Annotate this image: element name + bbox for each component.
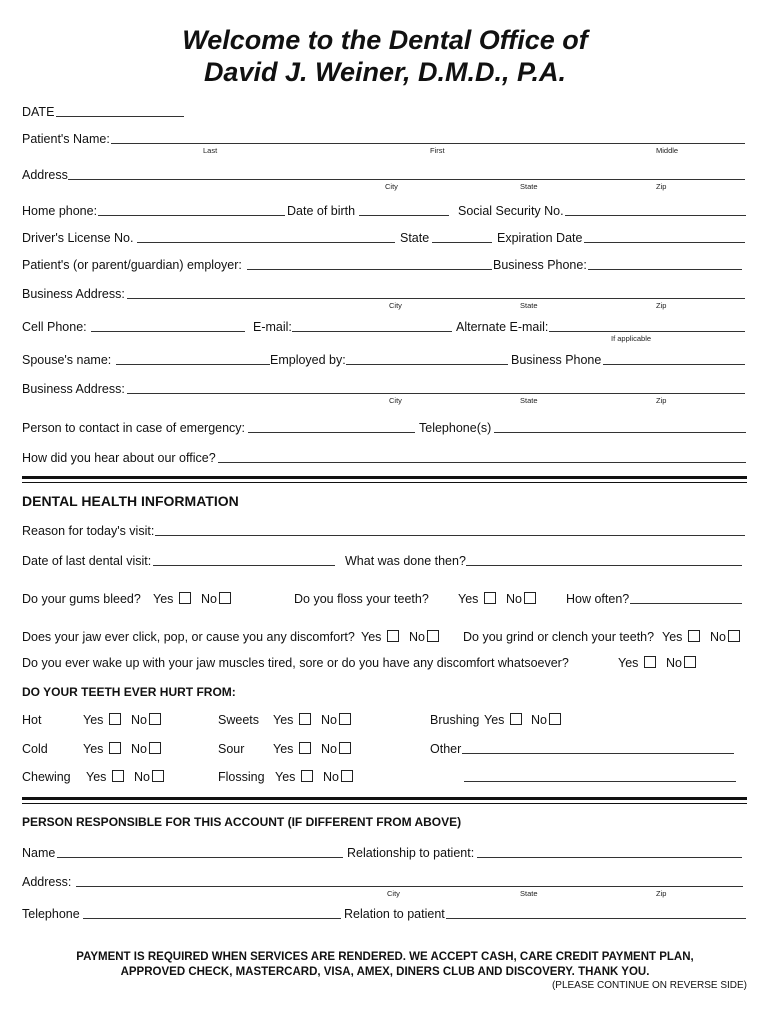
reason-field[interactable]	[155, 535, 745, 536]
telephones-field[interactable]	[494, 432, 746, 433]
wake-no-checkbox[interactable]	[684, 656, 696, 668]
other-field[interactable]	[462, 753, 734, 754]
license-state-field[interactable]	[432, 242, 492, 243]
gums-no-checkbox[interactable]	[219, 592, 231, 604]
continue-reverse-note: (PLEASE CONTINUE ON REVERSE SIDE)	[551, 980, 747, 991]
flossing-no	[323, 769, 355, 785]
hot-label: Hot	[22, 713, 42, 727]
patient-name-row	[22, 131, 747, 155]
what-done-label: What was done then?	[345, 554, 466, 568]
flossing-no-checkbox[interactable]	[341, 770, 353, 782]
gums-floss-row	[22, 591, 747, 607]
jaw-no	[409, 629, 441, 645]
reason-row	[22, 523, 747, 539]
cell-label: Cell Phone:	[22, 320, 87, 334]
hear-label: How did you hear about our office?	[22, 451, 216, 465]
sub-last: Last	[203, 146, 218, 155]
spouse-business-address-row	[22, 381, 747, 405]
sub-city: City	[385, 182, 398, 191]
license-row	[22, 230, 747, 246]
payment-notice-line2: APPROVED CHECK, MASTERCARD, VISA, AMEX, DINERS CLUB AND DISCOVERY. THANK YOU.	[120, 966, 650, 978]
patient-name-field[interactable]	[111, 143, 745, 144]
sweets-label: Sweets	[218, 713, 259, 727]
hot-no	[131, 712, 163, 728]
hot-yes	[83, 712, 123, 728]
sub-zip-2: Zip	[656, 301, 667, 310]
jaw-no-checkbox[interactable]	[427, 630, 439, 642]
employer-label: Patient's (or parent/guardian) employer:	[22, 258, 242, 272]
responsible-telephone-label: Telephone	[22, 907, 80, 921]
address-field[interactable]	[68, 179, 745, 180]
floss-no-label: No	[506, 592, 522, 606]
payment-notice-line1: PAYMENT IS REQUIRED WHEN SERVICES ARE RENDERED. WE ACCEPT CASH, CARE CREDIT PAYMENT PLAN,	[76, 951, 694, 963]
sour-no-label: No	[321, 742, 337, 756]
email-field[interactable]	[292, 331, 452, 332]
spouse-row	[22, 352, 747, 368]
spouse-label: Spouse's name:	[22, 353, 112, 367]
grind-no-label: No	[710, 630, 726, 644]
chewing-no-label: No	[134, 770, 150, 784]
sub-state-2: State	[520, 301, 538, 310]
if-applicable-note: If applicable	[611, 334, 652, 343]
jaw-yes-checkbox[interactable]	[387, 630, 399, 642]
floss-no	[506, 591, 538, 607]
hurt-row-3	[22, 769, 747, 785]
brushing-no-label: No	[531, 713, 547, 727]
sweets-yes	[273, 712, 313, 728]
hot-no-label: No	[131, 713, 147, 727]
responsible-name-label: Name	[22, 846, 56, 860]
floss-yes-checkbox[interactable]	[484, 592, 496, 604]
sweets-no	[321, 712, 353, 728]
cell-field[interactable]	[91, 331, 245, 332]
sour-label: Sour	[218, 742, 245, 756]
gums-yes-label: Yes	[153, 592, 174, 606]
business-address-label: Business Address:	[22, 287, 125, 301]
ssn-field[interactable]	[565, 215, 746, 216]
last-visit-label: Date of last dental visit:	[22, 554, 152, 568]
cold-no-checkbox[interactable]	[149, 742, 161, 754]
floss-label: Do you floss your teeth?	[294, 592, 429, 606]
cold-no-label: No	[131, 742, 147, 756]
responsible-name-field[interactable]	[57, 857, 343, 858]
sub-state-4: State	[520, 889, 538, 898]
flossing-yes-label: Yes	[275, 770, 296, 784]
flossing-no-label: No	[323, 770, 339, 784]
sub-state-3: State	[520, 396, 538, 405]
telephones-label: Telephone(s)	[419, 421, 492, 435]
address-row	[22, 167, 747, 191]
emergency-label: Person to contact in case of emergency:	[22, 421, 246, 435]
relation-label: Relation to patient	[344, 907, 445, 921]
grind-label: Do you grind or clench your teeth?	[463, 630, 655, 644]
spouse-business-phone-field[interactable]	[603, 364, 745, 365]
sweets-no-checkbox[interactable]	[339, 713, 351, 725]
responsible-name-row	[22, 845, 747, 861]
responsible-telephone-row	[22, 906, 747, 922]
alt-email-field[interactable]	[549, 331, 745, 332]
flossing-label: Flossing	[218, 770, 265, 784]
cold-yes	[83, 741, 123, 757]
form-title-line1: Welcome to the Dental Office of	[182, 25, 588, 55]
license-field[interactable]	[137, 242, 395, 243]
responsible-address-field[interactable]	[76, 886, 743, 887]
license-label: Driver's License No.	[22, 231, 134, 245]
home-phone-row	[22, 203, 747, 219]
flossing-yes	[275, 769, 315, 785]
dental-heading: DENTAL HEALTH INFORMATION	[22, 493, 239, 509]
emergency-field[interactable]	[248, 432, 415, 433]
other-field-2[interactable]	[464, 781, 736, 782]
chewing-yes-label: Yes	[86, 770, 107, 784]
date-field[interactable]	[56, 116, 184, 117]
sub-zip: Zip	[656, 182, 667, 191]
grind-yes-label: Yes	[662, 630, 683, 644]
address-label: Address	[22, 168, 68, 182]
brushing-yes-checkbox[interactable]	[510, 713, 522, 725]
grind-yes-checkbox[interactable]	[688, 630, 700, 642]
sub-zip-3: Zip	[656, 396, 667, 405]
wake-yes-checkbox[interactable]	[644, 656, 656, 668]
relationship-field[interactable]	[477, 857, 742, 858]
employed-by-label: Employed by:	[270, 353, 346, 367]
jaw-no-label: No	[409, 630, 425, 644]
how-often-field[interactable]	[630, 603, 742, 604]
spouse-business-phone-label: Business Phone	[511, 353, 602, 367]
responsible-address-row	[22, 874, 747, 898]
floss-no-checkbox[interactable]	[524, 592, 536, 604]
date-row	[22, 104, 747, 120]
spouse-business-address-field[interactable]	[127, 393, 745, 394]
form-title-line2: David J. Weiner, D.M.D., P.A.	[203, 57, 567, 87]
sub-first: First	[430, 146, 445, 155]
brushing-no	[531, 712, 563, 728]
hot-yes-checkbox[interactable]	[109, 713, 121, 725]
relation-field[interactable]	[446, 918, 746, 919]
flossing-yes-checkbox[interactable]	[301, 770, 313, 782]
sour-no-checkbox[interactable]	[339, 742, 351, 754]
brushing-no-checkbox[interactable]	[549, 713, 561, 725]
grind-no-checkbox[interactable]	[728, 630, 740, 642]
cold-label: Cold	[22, 742, 48, 756]
wake-label: Do you ever wake up with your jaw muscles tired, sore or do you have any discomfort whatsoever?	[22, 656, 569, 670]
sour-no	[321, 741, 353, 757]
ssn-label: Social Security No.	[458, 204, 564, 218]
wake-row	[22, 655, 747, 671]
email-label: E-mail:	[253, 320, 292, 334]
cold-yes-checkbox[interactable]	[109, 742, 121, 754]
brushing-label: Brushing	[430, 713, 480, 727]
gums-yes	[153, 591, 193, 607]
other-label: Other	[430, 742, 462, 756]
relationship-label: Relationship to patient:	[347, 846, 475, 860]
spouse-business-address-label: Business Address:	[22, 382, 125, 396]
spouse-field[interactable]	[116, 364, 270, 365]
cell-email-row	[22, 319, 747, 343]
gums-yes-checkbox[interactable]	[179, 592, 191, 604]
expiration-label: Expiration Date	[497, 231, 583, 245]
how-often-label: How often?	[566, 592, 630, 606]
employer-row	[22, 257, 747, 273]
wake-no-label: No	[666, 656, 682, 670]
patient-name-label: Patient's Name:	[22, 132, 110, 146]
hear-row	[22, 450, 747, 466]
sub-city-4: City	[387, 889, 400, 898]
jaw-yes	[361, 629, 401, 645]
gums-no-label: No	[201, 592, 217, 606]
reason-label: Reason for today's visit:	[22, 524, 155, 538]
wake-yes	[618, 655, 658, 671]
date-label: DATE	[22, 105, 55, 119]
sour-yes-label: Yes	[273, 742, 294, 756]
sub-city-2: City	[389, 301, 402, 310]
section-divider	[22, 476, 747, 479]
responsible-telephone-field[interactable]	[83, 918, 341, 919]
sweets-yes-checkbox[interactable]	[299, 713, 311, 725]
employed-by-field[interactable]	[346, 364, 508, 365]
hurt-heading: DO YOUR TEETH EVER HURT FROM:	[22, 685, 236, 699]
hear-field[interactable]	[218, 462, 746, 463]
last-visit-field[interactable]	[153, 565, 335, 566]
grind-no	[710, 629, 742, 645]
cold-no	[131, 741, 163, 757]
section-divider-2-thin	[22, 803, 747, 804]
business-phone-label: Business Phone:	[493, 258, 587, 272]
jaw-label: Does your jaw ever click, pop, or cause you any discomfort?	[22, 630, 355, 644]
hot-no-checkbox[interactable]	[149, 713, 161, 725]
sub-zip-4: Zip	[656, 889, 667, 898]
section-divider-thin	[22, 482, 747, 483]
wake-no	[666, 655, 698, 671]
sub-city-3: City	[389, 396, 402, 405]
last-visit-row	[22, 553, 747, 569]
sweets-no-label: No	[321, 713, 337, 727]
cold-yes-label: Yes	[83, 742, 104, 756]
sub-middle: Middle	[656, 146, 679, 155]
what-done-field[interactable]	[466, 565, 742, 566]
dob-field[interactable]	[359, 215, 449, 216]
jaw-row	[22, 629, 747, 645]
grind-yes	[662, 629, 702, 645]
sub-state: State	[520, 182, 538, 191]
home-phone-field[interactable]	[98, 215, 285, 216]
dob-label: Date of birth	[287, 204, 356, 218]
brushing-yes	[484, 712, 524, 728]
responsible-address-label: Address:	[22, 875, 72, 889]
employer-field[interactable]	[247, 269, 492, 270]
wake-yes-label: Yes	[618, 656, 639, 670]
license-state-label: State	[400, 231, 430, 245]
jaw-yes-label: Yes	[361, 630, 382, 644]
expiration-field[interactable]	[584, 242, 745, 243]
hurt-row-1	[22, 712, 747, 728]
responsible-heading: PERSON RESPONSIBLE FOR THIS ACCOUNT (IF DIFFERENT FROM ABOVE)	[22, 815, 462, 829]
emergency-row	[22, 420, 747, 436]
business-phone-field[interactable]	[588, 269, 742, 270]
sweets-yes-label: Yes	[273, 713, 294, 727]
chewing-no-checkbox[interactable]	[152, 770, 164, 782]
floss-yes	[458, 591, 498, 607]
chewing-yes-checkbox[interactable]	[112, 770, 124, 782]
gums-label: Do your gums bleed?	[22, 592, 141, 606]
sour-yes-checkbox[interactable]	[299, 742, 311, 754]
hurt-row-2	[22, 741, 747, 757]
brushing-yes-label: Yes	[484, 713, 505, 727]
chewing-label: Chewing	[22, 770, 71, 784]
gums-no	[201, 591, 233, 607]
floss-yes-label: Yes	[458, 592, 479, 606]
hot-yes-label: Yes	[83, 713, 104, 727]
home-phone-label: Home phone:	[22, 204, 98, 218]
chewing-yes	[86, 769, 126, 785]
business-address-field[interactable]	[127, 298, 745, 299]
chewing-no	[134, 769, 166, 785]
sour-yes	[273, 741, 313, 757]
section-divider-2	[22, 797, 747, 800]
business-address-row	[22, 286, 747, 310]
alt-email-label: Alternate E-mail:	[456, 320, 549, 334]
